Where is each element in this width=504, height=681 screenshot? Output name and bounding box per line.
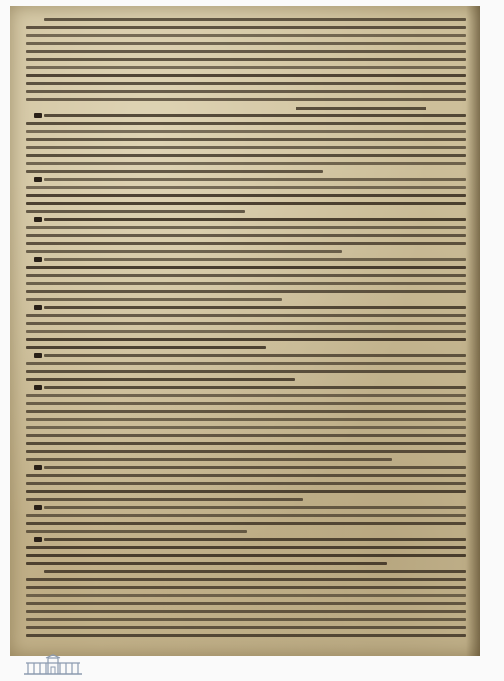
- text-line: [44, 258, 466, 261]
- text-line: [26, 394, 466, 397]
- text-line: [26, 402, 466, 405]
- text-line: [44, 114, 466, 117]
- text-line: [26, 154, 466, 157]
- text-line: [44, 18, 466, 21]
- text-line: [26, 34, 466, 37]
- text-line: [26, 378, 295, 381]
- text-line: [26, 442, 466, 445]
- text-line: [44, 386, 466, 389]
- text-line: [26, 546, 466, 549]
- paragraph-number-mark: [34, 537, 42, 542]
- paragraph-number-mark: [34, 465, 42, 470]
- text-line: [26, 362, 466, 365]
- text-line: [26, 514, 466, 517]
- text-line: [26, 194, 466, 197]
- text-line: [44, 178, 466, 181]
- text-line: [26, 578, 466, 581]
- text-line: [26, 410, 466, 413]
- text-line: [26, 298, 282, 301]
- text-line: [26, 74, 466, 77]
- date-line: [296, 107, 426, 110]
- text-line: [26, 42, 466, 45]
- text-line: [44, 506, 466, 509]
- text-line: [26, 146, 466, 149]
- text-line: [26, 314, 466, 317]
- paragraph-number-mark: [34, 113, 42, 118]
- text-line: [26, 250, 342, 253]
- library-building-icon: [22, 654, 84, 676]
- text-line: [26, 282, 466, 285]
- text-line: [26, 498, 303, 501]
- text-line: [26, 98, 466, 101]
- text-line: [26, 242, 466, 245]
- text-line: [26, 338, 466, 341]
- newspaper-page: [10, 6, 480, 656]
- text-line: [26, 50, 466, 53]
- text-line: [26, 626, 466, 629]
- text-line: [26, 138, 466, 141]
- text-line: [26, 210, 245, 213]
- paragraph-number-mark: [34, 305, 42, 310]
- text-line: [26, 458, 392, 461]
- text-line: [26, 162, 466, 165]
- text-line: [26, 426, 466, 429]
- text-line: [26, 370, 466, 373]
- text-line: [26, 290, 466, 293]
- text-line: [26, 322, 466, 325]
- paragraph-number-mark: [34, 177, 42, 182]
- paragraph-number-mark: [34, 257, 42, 262]
- text-line: [26, 554, 466, 557]
- text-line: [26, 474, 466, 477]
- text-line: [26, 90, 466, 93]
- text-line: [26, 26, 466, 29]
- text-line: [44, 466, 466, 469]
- page-gutter-shadow: [466, 6, 480, 656]
- text-line: [26, 274, 466, 277]
- text-line: [26, 618, 466, 621]
- text-line: [26, 594, 466, 597]
- text-line: [26, 266, 466, 269]
- text-line: [26, 586, 466, 589]
- text-line: [26, 66, 466, 69]
- text-line: [26, 226, 466, 229]
- text-line: [26, 418, 466, 421]
- paragraph-number-mark: [34, 505, 42, 510]
- paragraph-number-mark: [34, 385, 42, 390]
- text-line: [26, 610, 466, 613]
- text-line: [26, 450, 466, 453]
- text-line: [26, 530, 247, 533]
- text-line: [26, 562, 387, 565]
- text-line: [44, 570, 466, 573]
- text-line: [26, 170, 323, 173]
- fraktur-text-block: [26, 16, 466, 644]
- text-line: [26, 186, 466, 189]
- text-line: [26, 202, 466, 205]
- text-line: [26, 602, 466, 605]
- text-line: [44, 306, 466, 309]
- text-line: [26, 434, 466, 437]
- text-line: [44, 218, 466, 221]
- text-line: [26, 346, 266, 349]
- paragraph-number-mark: [34, 217, 42, 222]
- text-line: [26, 634, 466, 637]
- paragraph-number-mark: [34, 353, 42, 358]
- text-line: [26, 482, 466, 485]
- text-line: [26, 330, 466, 333]
- text-line: [44, 354, 466, 357]
- text-line: [26, 82, 466, 85]
- text-line: [26, 522, 466, 525]
- text-line: [26, 58, 466, 61]
- text-line: [44, 538, 466, 541]
- text-line: [26, 122, 466, 125]
- text-line: [26, 130, 466, 133]
- text-line: [26, 490, 466, 493]
- text-line: [26, 234, 466, 237]
